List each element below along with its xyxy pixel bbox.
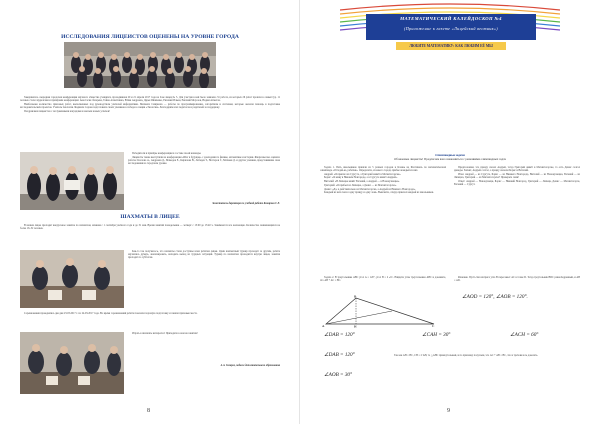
article2-end: [128, 332, 280, 362]
vertex-label: H: [354, 324, 357, 328]
article2-paragraph: Играть в шахматы интересно! Приходите к нам на занятия!: [132, 332, 198, 335]
article1-body: [20, 96, 280, 148]
solution-text: Ответ: Андрей — Новокузнецк, Борис — Нижний Новгород, Григорий — Липецк, Денис — Магнитогорск, Евгений — Сургут.: [454, 179, 580, 186]
article2-paragraph: В нашем лицее проходит внеурочное занятие по шахматам, начиная с 1 сентября учебного года и до 31 мая. Время занятий понедельник — четверг с 13:00 до 13:40 ч. Занимаются все желающие. Количество занимающихся не более 16–32 человек.: [20, 224, 280, 231]
conference-photo: [64, 42, 216, 88]
article2-side-text: [128, 250, 280, 308]
article2-mid: [20, 312, 280, 328]
photo-caption: Победители и призёры конференции в составе своей команды.: [132, 152, 202, 155]
right-page: [300, 0, 600, 424]
conclusion-text: [390, 354, 580, 382]
math-row-item: ∠DAB = 120°: [324, 332, 355, 338]
task2-statement: Задача 2. В треугольнике ABC угол A = 120°, угол B = 2 ∠C. Найдите углы треугольника ABC и докажите, что AB + AC = BC.: [320, 276, 446, 283]
article1-title: ИССЛЕДОВАНИЯ ЛИЦЕИСТОВ ОЦЕНЕНЫ НА УРОВНЕ ГОРОДА: [61, 34, 239, 40]
math-line-1: ∠AOD = 120°, ∠AOB = 120°.: [462, 294, 528, 300]
vertex-label: C: [432, 324, 435, 328]
task2-solution: [454, 276, 580, 292]
task-text: Борис: «Я живу в Нижнем Новгороде, а в Сургуте живёт Андрей».: [324, 176, 398, 180]
article1-mid-paragraph: Лицеисты также выступили на конференции «Шаг в будущее» с докладами по физике, математике и истории. Жюри высоко оценило работы: Козлова А., Андреева Д., Мамедов Е., Кирилова В., Лебедев Т., Нестеров Г., Матвеев Д. и другие ученики, представившие свои исследования на городском уровне.: [128, 155, 280, 165]
article1-paragraph: Поздравляем лицеистов с заслуженными наградами и желаем новых успехов!: [24, 109, 111, 113]
solution-text: Итак: Андрей — из Сургута, Борис — из Нижнего Новгорода, Виталий — из Новокузнецка, Евгений — из Липецка, Григорий — из Магнитогорска? Проверьте сами!: [454, 172, 580, 179]
task2-answer: Решение. Пусть биссектриса угла B пересекает AC в точке D. Тогда треугольник BDC равнобедренный, и AB = AD.: [454, 276, 580, 283]
article2-signature: А.А. Захаров, педагог дополнительного образования: [220, 364, 280, 367]
math-row-item: ∠ACH = 60°: [510, 332, 539, 338]
solution-text: Предположим, что правду сказал Андрей, тогда Григорий живёт в Магнитогорске, то есть Денис солгал дважды. Значит, Андрей солгал, а правду сказали Борис и Виталий.: [454, 166, 580, 173]
slogan-banner: ЛЮБИТЕ МАТЕМАТИКУ: КАК ЛЮБИМ ЕЁ МЫ: [396, 42, 506, 50]
page-number-left: 8: [147, 408, 150, 414]
page-number-right: 9: [447, 408, 450, 414]
math-row-item: ∠CAH = 30°: [422, 332, 451, 338]
contest-subheading: Обожаемые лицеисты! Предлагаем вам ознакомиться с решениями олимпиадных задач: [394, 157, 506, 161]
chess-photo-2: [20, 332, 124, 394]
article2-paragraph: Как-то так получилось, что шахматы стали доступны всем ребятам лицея. Один шахматный турнир проходит за другим, ребята научились думать, анализировать, находить выход из трудных ситуаций. Турнир по шахматам проводится внутри лицея, занятия проходят по субботам.: [128, 250, 280, 260]
contest-heading: Олимпиадные задачи: [435, 153, 465, 157]
newsletter-title: МАТЕМАТИЧЕСКИЙ КАЛЕЙДОСКОП №4: [400, 16, 502, 21]
article1-signature: Заместитель директора по учебной работе Комарова С.Е.: [212, 202, 280, 205]
contest-left-column: [320, 166, 446, 272]
vertex-label: A: [322, 324, 325, 328]
task-text: Андрей: «Я приехал из Сургута, а Григорий живёт в Магнитогорске».: [324, 172, 402, 176]
task2-text: [320, 276, 446, 292]
task-text: Виталий: «В Липецке живёт Евгений, а Андрей — в Новокузнецке».: [324, 180, 400, 184]
award-photo: [20, 152, 124, 210]
article2-title: ШАХМАТЫ В ЛИЦЕЕ: [120, 214, 180, 220]
math-row-item: ∠DAB = 120°: [324, 352, 355, 358]
conclusion: Так как AH = HC, CH = 2·AH, то △AHC прямоугольный, и по признаку получаем, что AC + AB = BC, что и требовалось доказать.: [394, 354, 538, 357]
triangle-diagram: [320, 294, 440, 328]
math-row-item: ∠AOB = 30°: [324, 372, 353, 378]
article1-paragraph: Наибольшее количество призовых работ, выполненных под руководством учителей информатики. Михаила Смирнова — работы по программированию, алгоритмам и системам, которые оказали помощь в подготовке исследовательских проектов. Учитель биологии Людмила Серова подготовила своих учеников к победе в секции «Экология». Благодарим всех педагогов и родителей за поддержку.: [20, 102, 280, 109]
vertex-label: B: [354, 294, 357, 299]
task-text: Денис: «Да, я действительно из Магнитогорска, а Андрей из Нижнего Новгорода».: [324, 187, 416, 191]
task-text: Григорий: «Я прибыл из Липецка, а Денис — из Магнитогорска».: [324, 183, 397, 187]
task-text: Задача 1. Пять школьников пришли из 5 разных городов в Казань на Фестиваль по математической олимпиаде «Отгадай-ка, ребятки». Определите, из какого города прибыл каждый из них.: [320, 166, 446, 173]
article2-intro: [20, 224, 280, 246]
contest-right-column: [454, 166, 580, 272]
chess-photo-1: [20, 250, 124, 308]
task-text: Каждый из них сказал одну правду и одну ложь. Выясните, откуда приехал каждый из школьников.: [324, 191, 434, 195]
article1-side-text: [128, 152, 280, 200]
newsletter-subtitle: (Приложение к газете «Лицейский вестник»): [404, 26, 498, 31]
article2-paragraph: Соревнования проводились два дня 23.03.2017 г. по 24.03.2017 года. Во время соревнований ребята показали хорошую подготовку и заняли призовые места.: [24, 312, 198, 315]
article1-paragraph: Завершилась очередная городская конференция научного общества учащихся, проходившая 20 и 21 апреля 2017 года на базе лицея № 5. Для участия в ней было заявлено 31 работа, из которых 26 работ прошли в очный тур. 11 человек стали лауреатами и призёрами конференции: Анастасия Лазарева, Тайна Ахметшина, Юлия Андреева, Дарья Шевченко, Евгений Ильин, Евгений Морозов, Вадим Ахметов.: [20, 96, 280, 103]
